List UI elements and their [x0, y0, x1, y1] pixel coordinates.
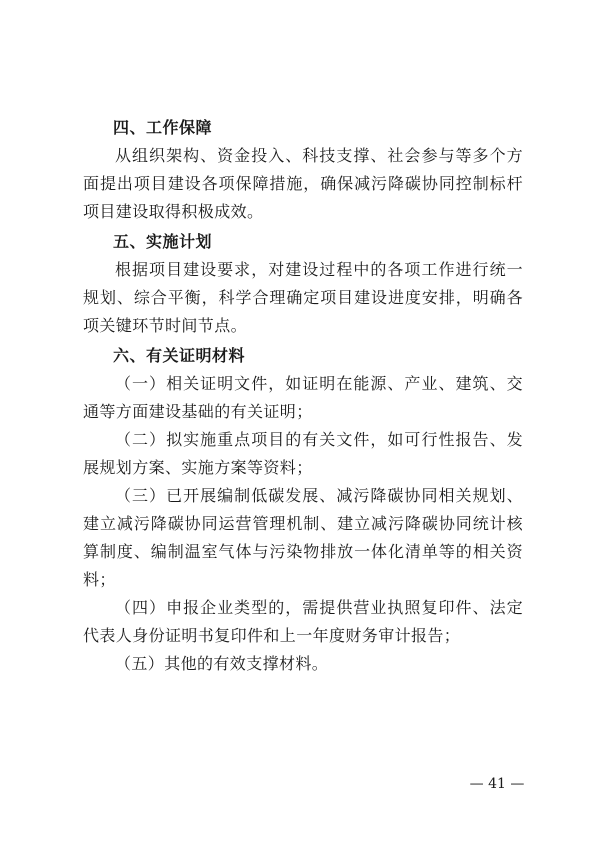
list-item: （一）相关证明文件，如证明在能源、产业、建筑、交通等方面建设基础的有关证明；	[83, 374, 523, 421]
paragraph: 从组织架构、资金投入、科技支撑、社会参与等多个方面提出项目建设各项保障措施，确保减污降碳协同控制标杆项目建设取得积极成效。	[83, 146, 523, 221]
paragraph: 根据项目建设要求，对建设过程中的各项工作进行统一规划、综合平衡，科学合理确定项目建设进度安排，明确各项关键环节时间节点。	[83, 260, 523, 335]
list-item: （四）申报企业类型的，需提供营业执照复印件、法定代表人身份证明书复印件和上一年度财务审计报告；	[83, 598, 523, 645]
page-number: — 41 —	[469, 776, 525, 792]
document-body	[83, 114, 523, 678]
list-item: （五）其他的有效支撑材料。	[115, 654, 329, 673]
section-heading: 四、工作保障	[113, 118, 213, 137]
section-heading: 五、实施计划	[113, 232, 213, 251]
section-supporting-materials	[83, 342, 523, 678]
section-implementation-plan	[83, 228, 523, 340]
list-item: （三）已开展编制低碳发展、减污降碳协同相关规划、建立减污降碳协同运营管理机制、建立减污降碳协同统计核算制度、编制温室气体与污染物排放一体化清单等的相关资料；	[83, 486, 523, 589]
section-heading: 六、有关证明材料	[113, 346, 246, 365]
list-item: （二）拟实施重点项目的有关文件，如可行性报告、发展规划方案、实施方案等资料；	[83, 430, 523, 477]
section-work-guarantee	[83, 114, 523, 226]
